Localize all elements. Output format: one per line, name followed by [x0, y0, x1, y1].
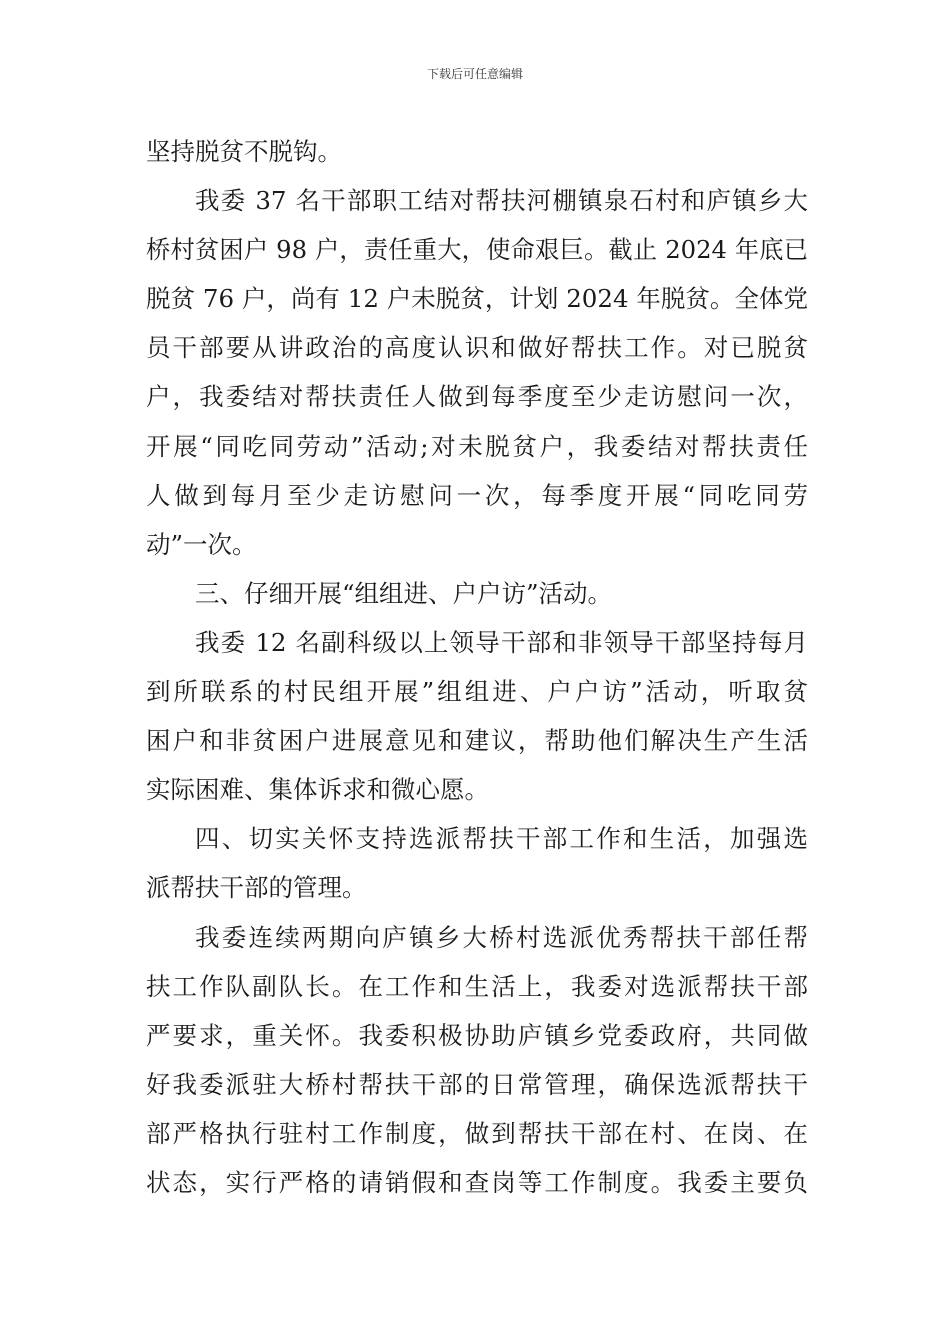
text-line: 好我委派驻大桥村帮扶干部的日常管理，确保选派帮扶干 — [146, 1069, 808, 1099]
text-line: 严要求，重关怀。我委积极协助庐镇乡党委政府，共同做 — [146, 1020, 808, 1050]
text-line: 户，我委结对帮扶责任人做到每季度至少走访慰问一次， — [146, 382, 808, 412]
text-line: 动”一次。 — [146, 529, 257, 559]
text-line: 我委 12 名副科级以上领导干部和非领导干部坚持每月 — [195, 627, 808, 657]
section-heading-4-cont: 派帮扶干部的管理。 — [146, 873, 367, 903]
text-line: 实际困难、集体诉求和微心愿。 — [146, 775, 489, 805]
text-line: 困户和非贫困户进展意见和建议，帮助他们解决生产生活 — [146, 726, 808, 756]
text-line: 扶工作队副队长。在工作和生活上，我委对选派帮扶干部 — [146, 971, 808, 1001]
text-line: 我委 37 名干部职工结对帮扶河棚镇泉石村和庐镇乡大 — [195, 186, 808, 216]
section-heading-4: 四、切实关怀支持选派帮扶干部工作和生活，加强选 — [195, 824, 808, 854]
text-line: 人做到每月至少走访慰问一次，每季度开展“同吃同劳 — [146, 480, 808, 510]
text-line: 桥村贫困户 98 户，责任重大，使命艰巨。截止 2024 年底已 — [146, 235, 808, 265]
text-line: 坚持脱贫不脱钩。 — [146, 137, 342, 166]
document-body — [146, 127, 808, 1207]
text-line: 脱贫 76 户，尚有 12 户未脱贫，计划 2024 年脱贫。全体党 — [146, 284, 808, 314]
text-line: 到所联系的村民组开展”组组进、户户访”活动，听取贫 — [146, 677, 808, 707]
text-line: 开展“同吃同劳动”活动;对未脱贫户，我委结对帮扶责任 — [146, 431, 808, 461]
text-line: 部严格执行驻村工作制度，做到帮扶干部在村、在岗、在 — [146, 1118, 808, 1148]
text-line: 状态，实行严格的请销假和查岗等工作制度。我委主要负 — [146, 1167, 808, 1197]
page-header: 下载后可任意编辑 — [426, 67, 523, 81]
text-line: 我委连续两期向庐镇乡大桥村选派优秀帮扶干部任帮 — [195, 922, 808, 952]
text-line: 员干部要从讲政治的高度认识和做好帮扶工作。对已脱贫 — [146, 333, 808, 363]
section-heading-3: 三、仔细开展“组组进、户户访”活动。 — [195, 578, 613, 608]
